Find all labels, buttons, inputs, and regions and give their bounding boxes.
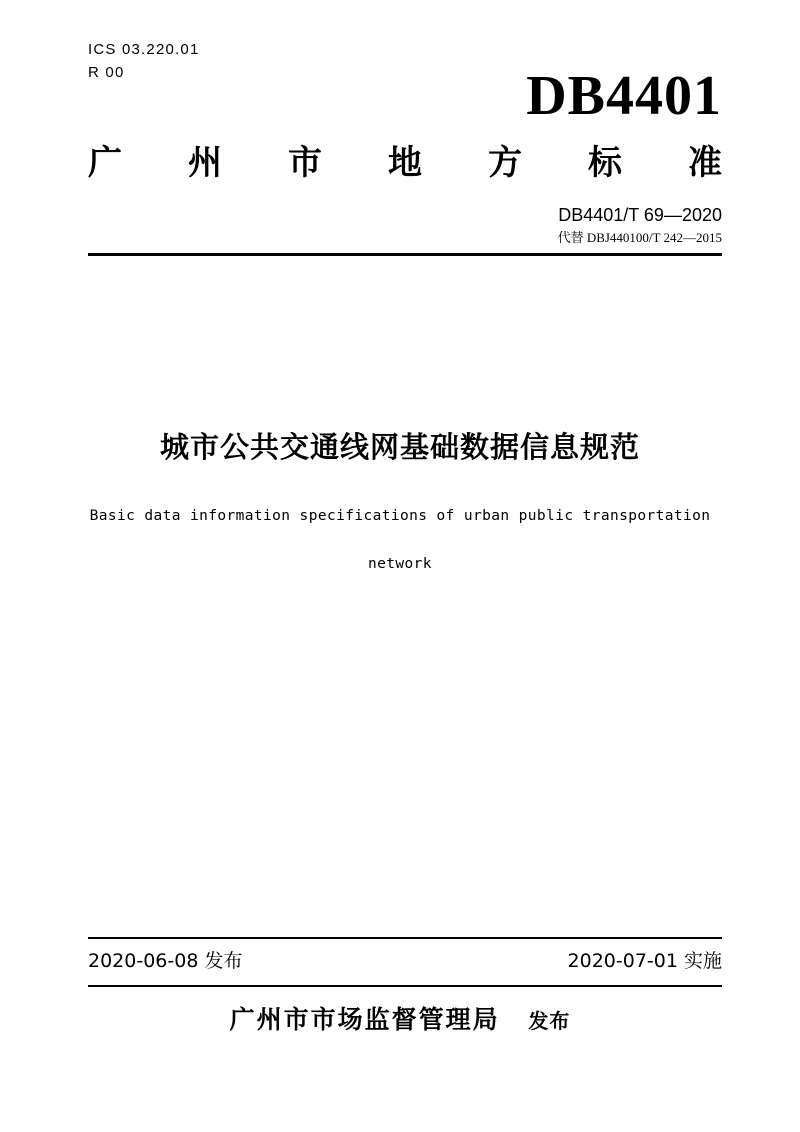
document-title-chinese: 城市公共交通线网基础数据信息规范	[159, 430, 640, 464]
ics-classification-block	[88, 38, 200, 85]
series-title-char-6: 准	[688, 143, 722, 183]
effective-date: 2020-07-01 实施	[567, 950, 722, 972]
standard-number: DB4401/T 69—2020	[558, 205, 722, 225]
series-title-char-2: 市	[288, 143, 322, 183]
document-title-english-line2: network	[368, 555, 432, 572]
document-title-english	[60, 493, 740, 589]
header-divider-rule	[88, 253, 722, 256]
document-title-english-line1: Basic data information specifications of urban public transportation	[89, 508, 711, 524]
footer-divider-rule-bottom	[88, 985, 722, 987]
standard-code-db4401: DB4401	[526, 65, 722, 127]
series-title-char-3: 地	[388, 143, 422, 183]
footer-dates-row	[88, 946, 722, 973]
series-title-char-5: 标	[588, 143, 622, 183]
series-title-char-4: 方	[488, 143, 522, 183]
publisher-name: 广州市市场监督管理局	[229, 1005, 500, 1034]
publisher-line	[0, 1000, 800, 1036]
footer-divider-rule-top	[88, 937, 722, 939]
standard-series-title	[88, 145, 722, 182]
series-title-char-0: 广	[88, 143, 122, 183]
ics-number: ICS 03.220.01	[88, 41, 200, 58]
publisher-action: 发布	[528, 1009, 571, 1033]
standard-replaces-note: 代替 DBJ440100/T 242—2015	[557, 230, 722, 246]
issue-date: 2020-06-08 发布	[88, 950, 243, 972]
standard-number-block	[558, 203, 722, 247]
series-title-char-1: 州	[188, 143, 222, 183]
ccs-number: R 00	[88, 64, 125, 82]
